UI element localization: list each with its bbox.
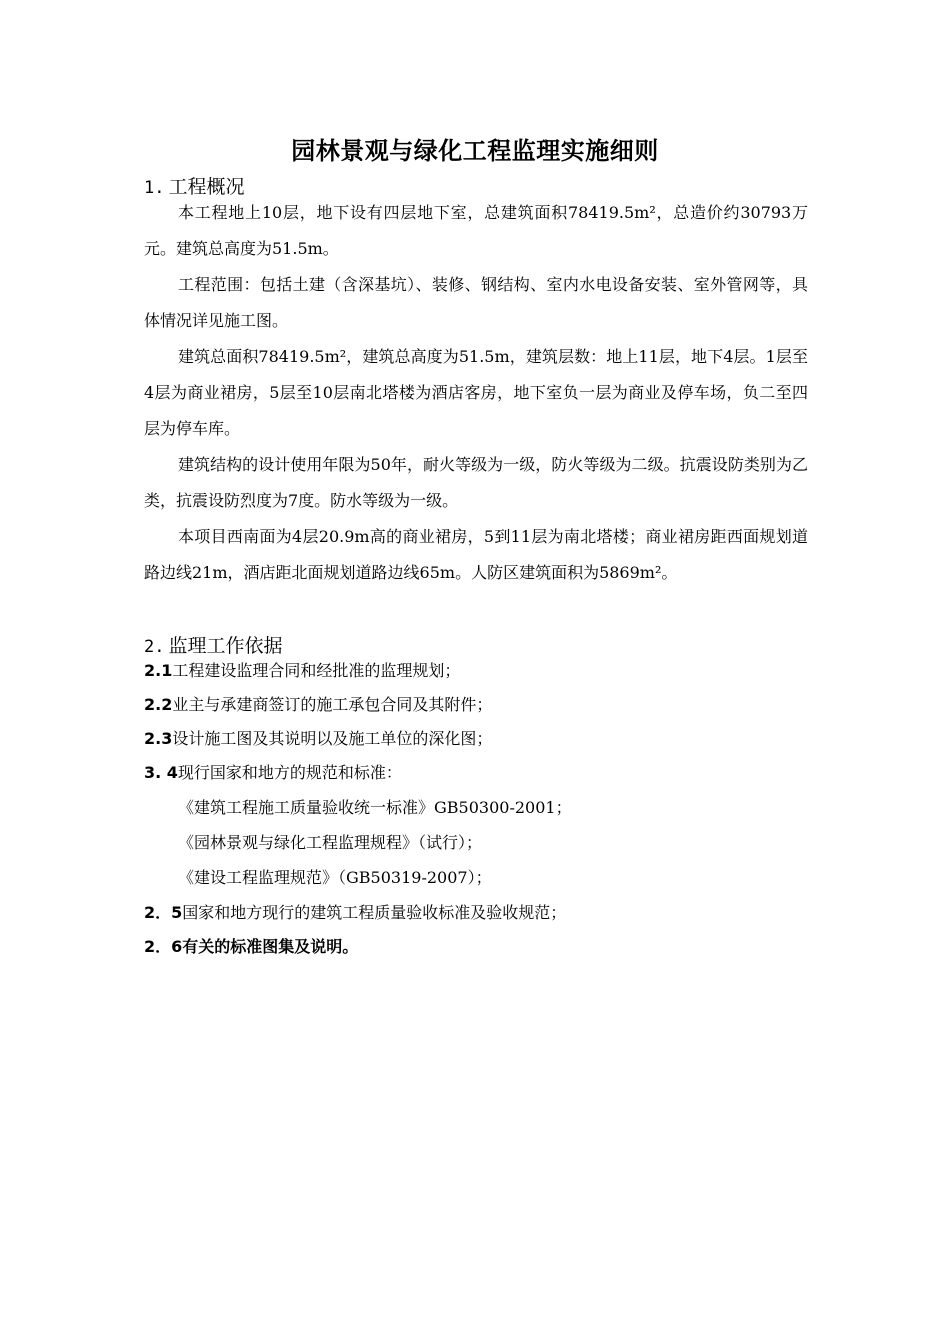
basis-item-text: 有关的标准图集及说明。 (182, 937, 359, 956)
basis-item-number: 2.1 (144, 661, 173, 680)
standard-item: 《建设工程监理规范》（GB50319-2007）； (178, 868, 492, 887)
document-title: 园林景观与绿化工程监理实施细则 (291, 137, 659, 165)
standard-item: 《园林景观与绿化工程监理规程》（试行）； (178, 833, 483, 852)
basis-item-text: 国家和地方现行的建筑工程质量验收标准及验收规范； (182, 903, 567, 922)
section-2-title: 监理工作依据 (168, 635, 283, 657)
section-1-number: 1. (144, 178, 165, 198)
section-2-number: 2. (144, 637, 165, 657)
basis-item-number: 2．6 (144, 937, 183, 956)
basis-item-text: 设计施工图及其说明以及施工单位的深化图； (172, 729, 493, 748)
paragraph-structure-design: 建筑结构的设计使用年限为50年，耐火等级为一级，防火等级为二级。抗震设防类别为乙类，抗震设防烈度为7度。防水等级为一级。 (144, 455, 808, 510)
basis-item (144, 932, 358, 962)
basis-item-number: 3. 4 (144, 763, 178, 782)
standard-item: 《建筑工程施工质量验收统一标准》GB50300-2001； (178, 798, 572, 817)
paragraph-project-scope: 工程范围：包括土建（含深基坑）、装修、钢结构、室内水电设备安装、室外管网等，具体情况详见施工图。 (144, 275, 808, 330)
basis-item-text: 业主与承建商签订的施工承包合同及其附件； (172, 695, 493, 714)
paragraph-building-area: 建筑总面积78419.5m²，建筑总高度为51.5m，建筑层数：地上11层，地下4层。1层至4层为商业裙房，5层至10层南北塔楼为酒店客房，地下室负一层为商业及停车场，负二至四层为停车库。 (144, 347, 808, 438)
basis-item (144, 724, 492, 754)
paragraph-project-overview: 本工程地上10层，地下设有四层地下室，总建筑面积78419.5m²，总造价约30793万元。建筑总高度为51.5m。 (144, 203, 808, 258)
basis-item-number: 2.3 (144, 729, 173, 748)
basis-item-text: 现行国家和地方的规范和标准： (177, 763, 402, 782)
basis-item (144, 690, 492, 720)
basis-item (144, 898, 566, 928)
basis-item-text: 工程建设监理合同和经批准的监理规划； (172, 661, 461, 680)
section-1-title: 工程概况 (168, 176, 245, 198)
basis-item (144, 758, 402, 788)
basis-item (144, 656, 460, 686)
basis-item-number: 2．5 (144, 903, 183, 922)
paragraph-site-layout: 本项目西南面为4层20.9m高的商业裙房，5到11层为南北塔楼；商业裙房距西面规划道路边线21m，酒店距北面规划道路边线65m。人防区建筑面积为5869m²。 (144, 527, 808, 582)
basis-item-number: 2.2 (144, 695, 173, 714)
